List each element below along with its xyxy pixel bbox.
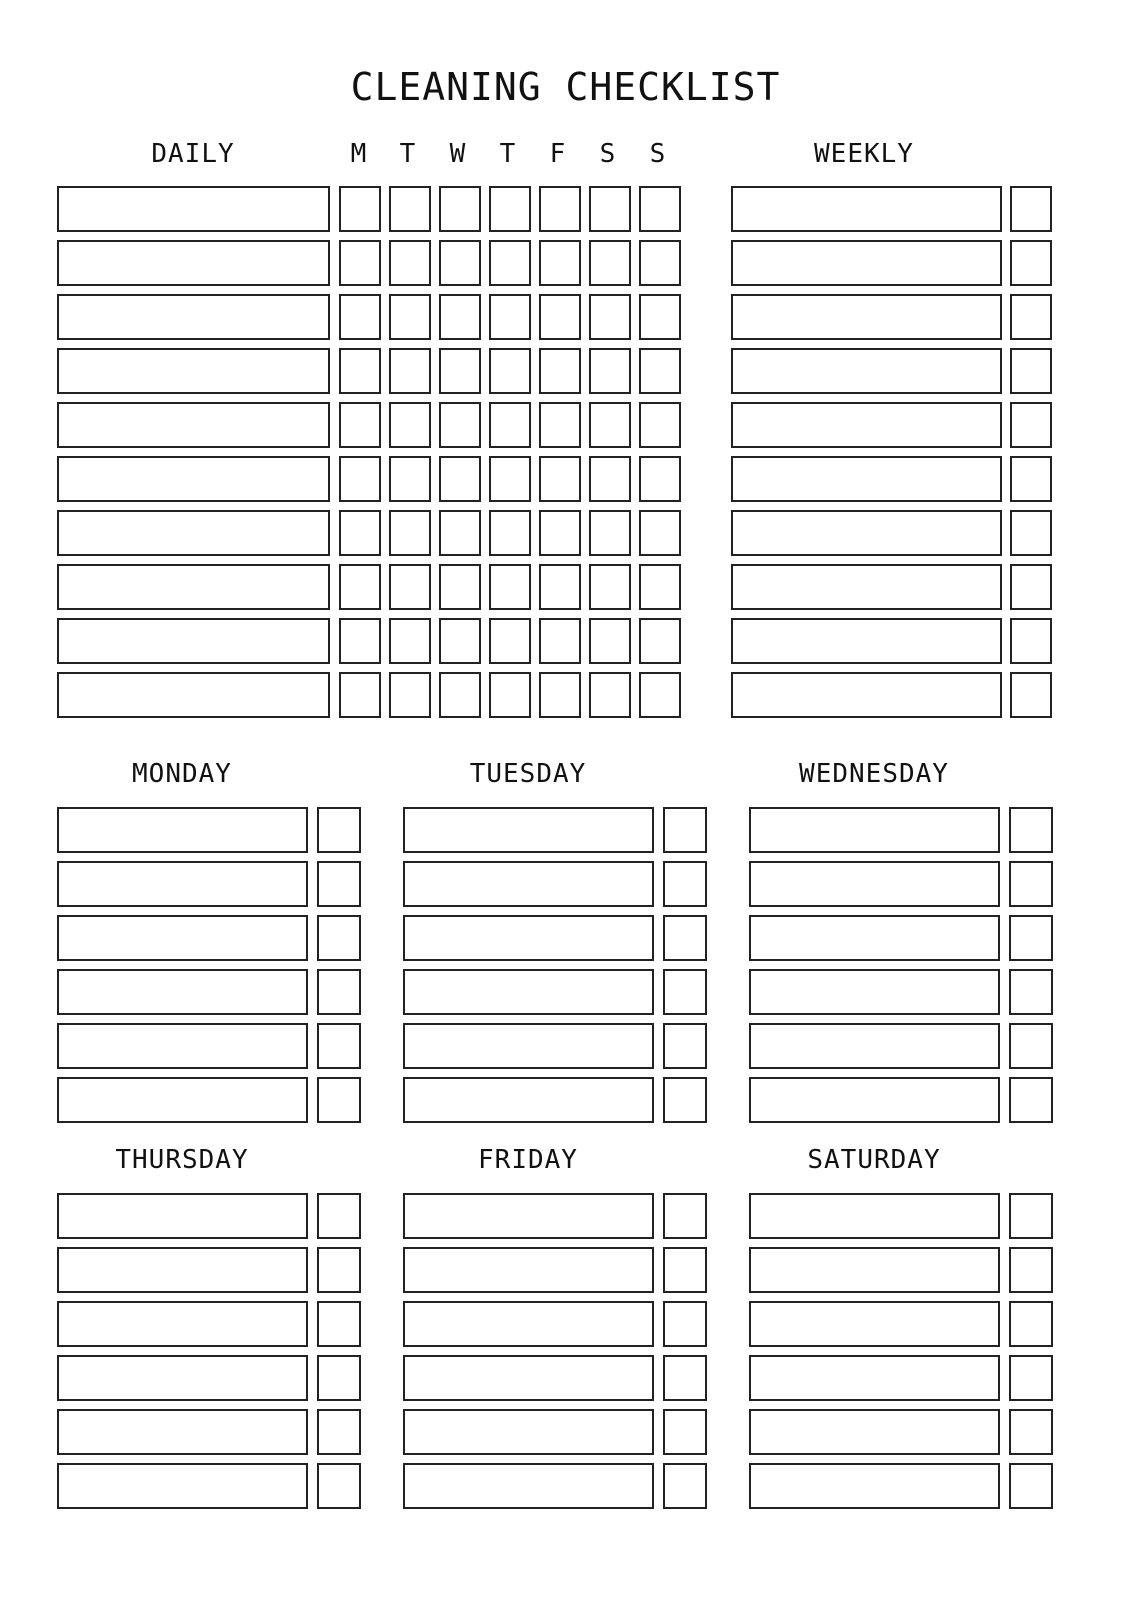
daily-checkbox[interactable] [539,294,581,340]
tuesday-checkbox[interactable] [663,915,707,961]
weekly-heading: WEEKLY [814,139,914,169]
daily-checkbox[interactable] [339,510,381,556]
thursday-task-field[interactable] [57,1301,308,1347]
daily-checkbox[interactable] [389,510,431,556]
wednesday-task-field[interactable] [749,969,1000,1015]
thursday-task-field[interactable] [57,1355,308,1401]
friday-checkbox[interactable] [663,1463,707,1509]
daily-checkbox[interactable] [589,240,631,286]
daily-checkbox[interactable] [639,510,681,556]
wednesday-task-field[interactable] [749,915,1000,961]
daily-checkbox[interactable] [589,564,631,610]
daily-task-field[interactable] [57,240,330,286]
wednesday-task-field[interactable] [749,1023,1000,1069]
daily-checkbox[interactable] [439,294,481,340]
daily-checkbox[interactable] [639,186,681,232]
daily-checkbox[interactable] [639,240,681,286]
friday-checkbox[interactable] [663,1409,707,1455]
daily-checkbox[interactable] [489,456,531,502]
thursday-heading: THURSDAY [115,1145,249,1175]
friday-checkbox[interactable] [663,1301,707,1347]
daily-checkbox[interactable] [439,240,481,286]
monday-checkbox[interactable] [317,807,361,853]
daily-checkbox[interactable] [339,240,381,286]
daily-checkbox[interactable] [339,618,381,664]
saturday-checkbox[interactable] [1009,1247,1053,1293]
wednesday-checkbox[interactable] [1009,969,1053,1015]
daily-task-field[interactable] [57,348,330,394]
monday-task-field[interactable] [57,861,308,907]
saturday-checkbox[interactable] [1009,1355,1053,1401]
daily-checkbox[interactable] [339,456,381,502]
page-title: CLEANING CHECKLIST [350,65,781,109]
weekly-task-field[interactable] [731,618,1002,664]
daily-day-label: M [350,139,368,169]
weekly-task-field[interactable] [731,564,1002,610]
daily-day-label: S [649,139,667,169]
daily-checkbox[interactable] [639,348,681,394]
tuesday-checkbox[interactable] [663,969,707,1015]
thursday-checkbox[interactable] [317,1193,361,1239]
daily-checkbox[interactable] [339,348,381,394]
weekly-checkbox[interactable] [1010,402,1052,448]
daily-task-field[interactable] [57,294,330,340]
friday-task-field[interactable] [403,1247,654,1293]
saturday-task-field[interactable] [749,1301,1000,1347]
daily-heading: DAILY [151,139,235,169]
monday-task-field[interactable] [57,1077,308,1123]
weekly-task-field[interactable] [731,672,1002,718]
weekly-checkbox[interactable] [1010,240,1052,286]
friday-heading: FRIDAY [478,1145,578,1175]
daily-checkbox[interactable] [539,618,581,664]
wednesday-checkbox[interactable] [1009,861,1053,907]
daily-checkbox[interactable] [389,240,431,286]
weekly-checkbox[interactable] [1010,348,1052,394]
daily-checkbox[interactable] [589,348,631,394]
monday-checkbox[interactable] [317,1077,361,1123]
daily-task-field[interactable] [57,564,330,610]
weekly-checkbox[interactable] [1010,186,1052,232]
daily-checkbox[interactable] [439,402,481,448]
daily-task-field[interactable] [57,456,330,502]
daily-checkbox[interactable] [489,240,531,286]
daily-checkbox[interactable] [339,294,381,340]
weekly-task-field[interactable] [731,186,1002,232]
daily-day-label: W [449,139,467,169]
saturday-task-field[interactable] [749,1247,1000,1293]
daily-checkbox[interactable] [539,348,581,394]
daily-checkbox[interactable] [489,672,531,718]
saturday-task-field[interactable] [749,1409,1000,1455]
daily-checkbox[interactable] [339,672,381,718]
thursday-task-field[interactable] [57,1193,308,1239]
daily-checkbox[interactable] [489,348,531,394]
friday-task-field[interactable] [403,1193,654,1239]
monday-task-field[interactable] [57,969,308,1015]
daily-checkbox[interactable] [639,402,681,448]
daily-checkbox[interactable] [589,402,631,448]
wednesday-task-field[interactable] [749,861,1000,907]
tuesday-task-field[interactable] [403,1023,654,1069]
tuesday-task-field[interactable] [403,1077,654,1123]
daily-checkbox[interactable] [389,672,431,718]
weekly-task-field[interactable] [731,510,1002,556]
weekly-checkbox[interactable] [1010,618,1052,664]
daily-task-field[interactable] [57,672,330,718]
tuesday-task-field[interactable] [403,915,654,961]
daily-checkbox[interactable] [439,510,481,556]
friday-task-field[interactable] [403,1355,654,1401]
friday-checkbox[interactable] [663,1247,707,1293]
friday-checkbox[interactable] [663,1193,707,1239]
thursday-checkbox[interactable] [317,1463,361,1509]
friday-task-field[interactable] [403,1409,654,1455]
weekly-task-field[interactable] [731,456,1002,502]
daily-checkbox[interactable] [439,564,481,610]
tuesday-checkbox[interactable] [663,1023,707,1069]
thursday-checkbox[interactable] [317,1409,361,1455]
daily-checkbox[interactable] [439,672,481,718]
wednesday-checkbox[interactable] [1009,1023,1053,1069]
daily-checkbox[interactable] [639,456,681,502]
tuesday-task-field[interactable] [403,969,654,1015]
monday-checkbox[interactable] [317,1023,361,1069]
daily-checkbox[interactable] [539,240,581,286]
daily-checkbox[interactable] [489,510,531,556]
wednesday-checkbox[interactable] [1009,1077,1053,1123]
saturday-heading: SATURDAY [807,1145,941,1175]
daily-checkbox[interactable] [489,186,531,232]
daily-checkbox[interactable] [389,294,431,340]
daily-checkbox[interactable] [389,456,431,502]
daily-checkbox[interactable] [539,456,581,502]
daily-checkbox[interactable] [339,402,381,448]
daily-checkbox[interactable] [389,186,431,232]
tuesday-task-field[interactable] [403,861,654,907]
thursday-task-field[interactable] [57,1247,308,1293]
daily-checkbox[interactable] [639,672,681,718]
friday-task-field[interactable] [403,1301,654,1347]
monday-task-field[interactable] [57,1023,308,1069]
tuesday-heading: TUESDAY [469,759,587,789]
daily-task-field[interactable] [57,510,330,556]
daily-checkbox[interactable] [539,564,581,610]
weekly-task-field[interactable] [731,240,1002,286]
daily-task-field[interactable] [57,618,330,664]
daily-checkbox[interactable] [339,186,381,232]
thursday-checkbox[interactable] [317,1301,361,1347]
tuesday-task-field[interactable] [403,807,654,853]
daily-checkbox[interactable] [489,294,531,340]
saturday-checkbox[interactable] [1009,1193,1053,1239]
weekly-checkbox[interactable] [1010,510,1052,556]
monday-checkbox[interactable] [317,969,361,1015]
weekly-checkbox[interactable] [1010,456,1052,502]
daily-checkbox[interactable] [539,510,581,556]
daily-checkbox[interactable] [539,672,581,718]
daily-task-field[interactable] [57,186,330,232]
thursday-task-field[interactable] [57,1409,308,1455]
wednesday-checkbox[interactable] [1009,807,1053,853]
friday-task-field[interactable] [403,1463,654,1509]
weekly-task-field[interactable] [731,402,1002,448]
daily-day-label: F [549,139,567,169]
daily-checkbox[interactable] [589,294,631,340]
wednesday-task-field[interactable] [749,1077,1000,1123]
daily-checkbox[interactable] [539,402,581,448]
tuesday-checkbox[interactable] [663,807,707,853]
daily-checkbox[interactable] [639,618,681,664]
tuesday-checkbox[interactable] [663,861,707,907]
daily-day-label: S [599,139,617,169]
saturday-checkbox[interactable] [1009,1409,1053,1455]
daily-checkbox[interactable] [439,618,481,664]
daily-checkbox[interactable] [389,618,431,664]
weekly-task-field[interactable] [731,348,1002,394]
daily-day-label: T [399,139,417,169]
daily-checkbox[interactable] [389,402,431,448]
daily-checkbox[interactable] [439,456,481,502]
monday-task-field[interactable] [57,915,308,961]
monday-heading: MONDAY [132,759,232,789]
daily-checkbox[interactable] [489,618,531,664]
daily-checkbox[interactable] [389,348,431,394]
daily-day-label: T [499,139,517,169]
weekly-checkbox[interactable] [1010,672,1052,718]
weekly-checkbox[interactable] [1010,294,1052,340]
daily-checkbox[interactable] [589,618,631,664]
daily-checkbox[interactable] [389,564,431,610]
daily-checkbox[interactable] [539,186,581,232]
monday-checkbox[interactable] [317,915,361,961]
monday-task-field[interactable] [57,807,308,853]
saturday-checkbox[interactable] [1009,1463,1053,1509]
daily-checkbox[interactable] [589,672,631,718]
friday-checkbox[interactable] [663,1355,707,1401]
thursday-checkbox[interactable] [317,1247,361,1293]
wednesday-heading: WEDNESDAY [799,759,949,789]
saturday-task-field[interactable] [749,1463,1000,1509]
daily-checkbox[interactable] [639,294,681,340]
tuesday-checkbox[interactable] [663,1077,707,1123]
saturday-task-field[interactable] [749,1355,1000,1401]
daily-checkbox[interactable] [589,186,631,232]
daily-checkbox[interactable] [589,510,631,556]
wednesday-checkbox[interactable] [1009,915,1053,961]
daily-checkbox[interactable] [439,348,481,394]
saturday-checkbox[interactable] [1009,1301,1053,1347]
daily-checkbox[interactable] [489,402,531,448]
wednesday-task-field[interactable] [749,807,1000,853]
daily-task-field[interactable] [57,402,330,448]
daily-checkbox[interactable] [489,564,531,610]
daily-checkbox[interactable] [589,456,631,502]
weekly-task-field[interactable] [731,294,1002,340]
monday-checkbox[interactable] [317,861,361,907]
saturday-task-field[interactable] [749,1193,1000,1239]
weekly-checkbox[interactable] [1010,564,1052,610]
daily-checkbox[interactable] [439,186,481,232]
daily-checkbox[interactable] [639,564,681,610]
thursday-task-field[interactable] [57,1463,308,1509]
daily-checkbox[interactable] [339,564,381,610]
thursday-checkbox[interactable] [317,1355,361,1401]
